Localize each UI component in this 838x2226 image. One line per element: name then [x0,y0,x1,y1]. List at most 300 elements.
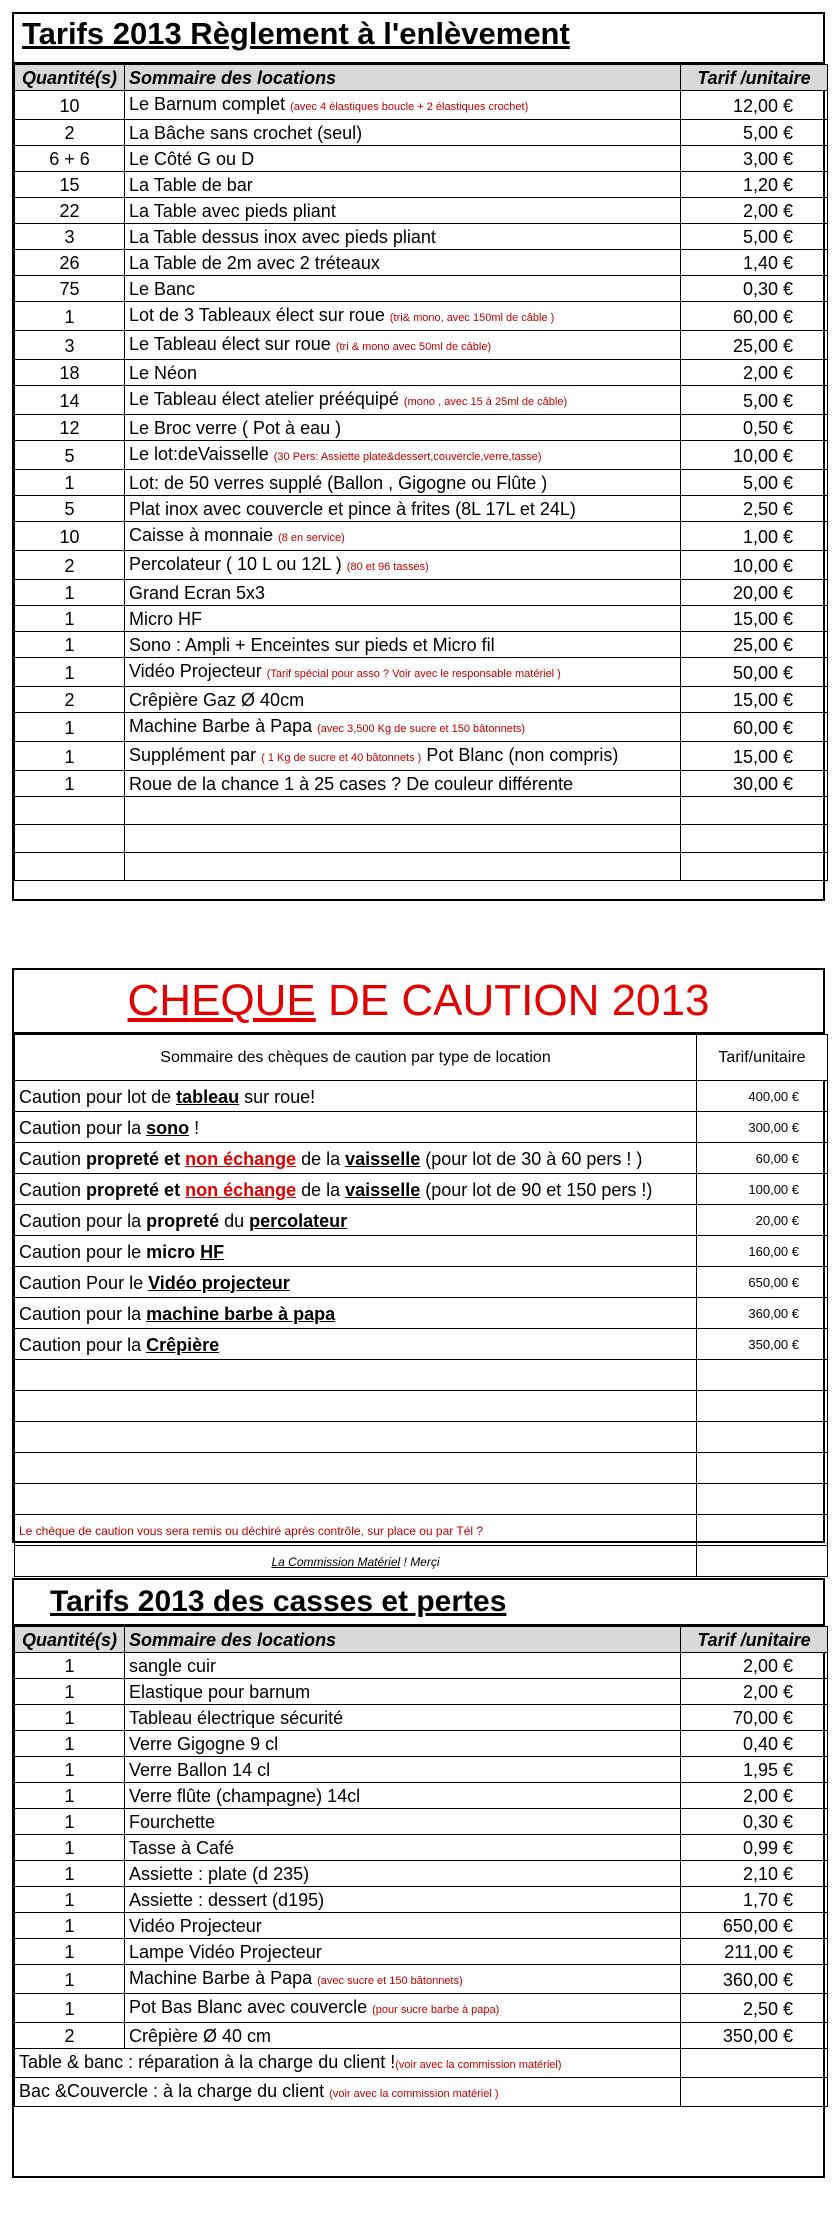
qty-cell: 1 [15,1965,125,1994]
qty-cell: 22 [15,198,125,224]
desc-cell [125,1731,681,1757]
price-cell: 5,00 € [681,224,828,250]
qty-cell: 1 [15,580,125,606]
empty-row [15,1453,828,1484]
casses-desc-header: Sommaire des locations [125,1627,681,1653]
price-header: Tarif /unitaire [681,65,828,91]
table-row [15,496,828,522]
desc-cell [125,713,681,742]
item-note: ( 1 Kg de sucre et 40 bâtonnets ) [261,752,422,764]
table-row [15,1809,828,1835]
price-cell: 2,00 € [681,1653,828,1679]
price-cell: 0,30 € [681,276,828,302]
price-cell: 12,00 € [681,91,828,120]
price-cell: 360,00 € [681,1965,828,1994]
caution-text-part: (pour lot de 90 et 150 pers !) [420,1179,653,1200]
item-label: Plat inox avec couvercle et pince à frites (8L 17L et 24L) [129,499,576,519]
table-row [15,1731,828,1757]
qty-cell: 5 [15,496,125,522]
caution-text-part: ! [189,1117,200,1138]
desc-cell [125,1783,681,1809]
desc-cell [125,522,681,551]
table-row [15,302,828,331]
caution-text-part: micro [146,1241,201,1262]
price-cell: 1,00 € [681,522,828,551]
tarifs-title: Tarifs 2013 Règlement à l'enlèvement [22,16,570,51]
caution-text-part: Caution pour le [19,1241,147,1262]
caution-text-part: machine barbe à papa [146,1303,336,1324]
caution-desc-cell [15,1236,697,1267]
price-cell: 0,50 € [681,415,828,441]
desc-cell [125,632,681,658]
price-cell: 20,00 € [681,580,828,606]
price-cell: 3,00 € [681,146,828,172]
empty-cell [15,797,125,825]
desc-cell [125,470,681,496]
table-row [15,120,828,146]
desc-cell [125,1861,681,1887]
desc-cell [125,1965,681,1994]
caution-price-cell: 300,00 € [697,1112,828,1143]
item-label: Machine Barbe à Papa [129,716,318,736]
caution-price-cell: 100,00 € [697,1174,828,1205]
table-row [15,1835,828,1861]
qty-cell: 1 [15,470,125,496]
item-note: (avec 4 élastiques boucle + 2 élastiques crochet) [290,101,529,113]
item-label: Assiette : dessert (d195) [129,1890,325,1910]
caution-row [15,1143,828,1174]
item-label: Verre Gigogne 9 cl [129,1734,279,1754]
item-note: (avec sucre et 150 bâtonnets) [317,1975,463,1987]
caution-footer-row [15,1515,828,1546]
caution-desc-cell [15,1205,697,1236]
qty-cell: 1 [15,1835,125,1861]
caution-text-part: Vidéo projecteur [148,1272,290,1293]
table-row [15,687,828,713]
desc-cell [125,658,681,687]
caution-text-part: Caution [19,1179,87,1200]
caution-desc-cell [15,1174,697,1205]
caution-table [14,1034,828,1577]
price-cell: 1,95 € [681,1757,828,1783]
qty-cell: 1 [15,771,125,797]
footer-label: Table & banc : réparation à la charge du client ! [19,2052,396,2072]
caution-row [15,1329,828,1360]
caution-text-part: du [219,1210,250,1231]
table-row [15,250,828,276]
tarifs-table [14,64,828,881]
tarifs-section [12,12,825,901]
caution-text-part: Caution pour la [19,1303,147,1324]
caution-desc-cell [15,1112,697,1143]
caution-footer-note: Le chèque de caution vous sera remis ou déchiré après contrôle, sur place ou par Tél ? [15,1515,697,1546]
table-row [15,1913,828,1939]
caution-text-part: Caution Pour le [19,1272,149,1293]
caution-price-cell: 20,00 € [697,1205,828,1236]
qty-cell: 75 [15,276,125,302]
item-label-after: Pot Blanc (non compris) [421,745,619,765]
empty-row [15,1422,828,1453]
empty-row [15,797,828,825]
item-label: La Table dessus inox avec pieds pliant [129,227,436,247]
item-label: Tableau électrique sécurité [129,1708,344,1728]
desc-cell [125,1653,681,1679]
caution-text-part: (pour lot de 30 à 60 pers ! ) [420,1148,643,1169]
qty-cell: 15 [15,172,125,198]
empty-cell [681,853,828,881]
desc-cell [125,742,681,771]
price-cell: 1,40 € [681,250,828,276]
caution-text-part: propreté [146,1210,220,1231]
desc-cell [125,250,681,276]
table-row [15,470,828,496]
empty-cell [15,1484,697,1515]
empty-cell [15,1422,697,1453]
table-row [15,658,828,687]
caution-row [15,1174,828,1205]
table-row [15,1861,828,1887]
qty-cell: 1 [15,302,125,331]
qty-cell: 1 [15,658,125,687]
footer-cell [15,2078,681,2107]
desc-cell [125,302,681,331]
table-row [15,360,828,386]
desc-cell [125,580,681,606]
desc-cell [125,2023,681,2049]
signature-name: La Commission Matériel [271,1554,401,1569]
price-cell: 2,00 € [681,360,828,386]
qty-cell: 2 [15,2023,125,2049]
price-cell: 2,00 € [681,1679,828,1705]
table-row [15,386,828,415]
price-cell: 2,50 € [681,1994,828,2023]
table-row [15,1965,828,1994]
table-row [15,224,828,250]
qty-cell: 18 [15,360,125,386]
item-label: La Table de bar [129,175,253,195]
table-row [15,172,828,198]
item-note: (tri& mono, avec 150ml de câble ) [389,312,555,324]
qty-cell: 1 [15,1783,125,1809]
item-label: Vidéo Projecteur [129,1916,262,1936]
empty-cell [15,825,125,853]
desc-cell [125,120,681,146]
caution-price-header: Tarif/unitaire [697,1035,828,1081]
footer-note: (voir avec la commission matériel ) [329,2088,499,2100]
qty-cell: 2 [15,687,125,713]
caution-desc-cell [15,1081,697,1112]
caution-desc-cell [15,1329,697,1360]
item-label: Vidéo Projecteur [129,661,267,681]
item-note: (mono , avec 15 à 25ml de câble) [403,396,568,408]
caution-text-part: propreté et [86,1179,186,1200]
caution-desc-cell [15,1267,697,1298]
item-label: Machine Barbe à Papa [129,1968,318,1988]
empty-cell [15,1391,697,1422]
desc-cell [125,172,681,198]
empty-cell [15,1360,697,1391]
empty-cell [681,2049,828,2078]
qty-cell: 3 [15,224,125,250]
item-label: Percolateur ( 10 L ou 12L ) [129,554,347,574]
item-label: Le Banc [129,279,196,299]
item-label: Sono : Ampli + Enceintes sur pieds et Micro fil [129,635,495,655]
caution-text-part: non échange [185,1148,297,1169]
empty-cell [697,1484,828,1515]
caution-text-part: Caution pour lot de [19,1086,177,1107]
empty-row [15,825,828,853]
desc-cell [125,496,681,522]
caution-text-part: Crêpière [146,1334,220,1355]
item-note: (Tarif spécial pour asso ? Voir avec le responsable matériel ) [266,668,561,680]
table-row [15,1757,828,1783]
caution-text-part: tableau [176,1086,240,1107]
desc-cell [125,1809,681,1835]
qty-cell: 3 [15,331,125,360]
empty-cell [697,1422,828,1453]
price-cell: 5,00 € [681,386,828,415]
desc-cell [125,91,681,120]
caution-row [15,1298,828,1329]
price-cell: 60,00 € [681,713,828,742]
price-cell: 10,00 € [681,441,828,470]
caution-price-cell: 60,00 € [697,1143,828,1174]
caution-title: CHEQUE DE CAUTION 2013 [14,970,823,1034]
desc-cell [125,551,681,580]
empty-cell [697,1360,828,1391]
item-label: Crêpière Gaz Ø 40cm [129,690,305,710]
qty-cell: 1 [15,1913,125,1939]
caution-price-cell: 400,00 € [697,1081,828,1112]
qty-cell: 14 [15,386,125,415]
qty-cell: 26 [15,250,125,276]
caution-text-part: HF [200,1241,225,1262]
table-row [15,742,828,771]
caution-text-part: Caution [19,1148,87,1169]
desc-cell [125,687,681,713]
desc-cell [125,1679,681,1705]
empty-cell [125,853,681,881]
qty-cell: 1 [15,1809,125,1835]
caution-price-cell: 160,00 € [697,1236,828,1267]
table-row [15,1679,828,1705]
price-cell: 25,00 € [681,632,828,658]
caution-text-part: propreté et [86,1148,186,1169]
price-cell: 2,10 € [681,1861,828,1887]
caution-text-part: vaisselle [345,1148,421,1169]
price-cell: 2,00 € [681,198,828,224]
casses-header-row [15,1627,828,1653]
item-note: (30 Pers: Assiette plate&dessert,couvercle,verre,tasse) [273,451,542,463]
qty-cell: 6 + 6 [15,146,125,172]
qty-cell: 1 [15,1705,125,1731]
item-label: Grand Ecran 5x3 [129,583,266,603]
caution-price-cell: 360,00 € [697,1298,828,1329]
table-row [15,441,828,470]
item-note: (tri & mono avec 50ml de câble) [335,341,492,353]
casses-title: Tarifs 2013 des casses et pertes [14,1580,823,1626]
price-cell: 0,99 € [681,1835,828,1861]
price-cell: 25,00 € [681,331,828,360]
empty-cell [681,825,828,853]
desc-cell [125,1705,681,1731]
item-label: Le Tableau élect sur roue [129,334,336,354]
qty-cell: 1 [15,742,125,771]
item-label: Le Côté G ou D [129,149,255,169]
desc-cell [125,1913,681,1939]
desc-cell [125,1939,681,1965]
footer-row [15,2078,828,2107]
footer-cell [15,2049,681,2078]
price-cell: 15,00 € [681,606,828,632]
table-row [15,1705,828,1731]
item-label: Le Broc verre ( Pot à eau ) [129,418,342,438]
item-label: Tasse à Café [129,1838,235,1858]
item-label: Assiette : plate (d 235) [129,1864,310,1884]
price-cell: 15,00 € [681,742,828,771]
caution-signature-row [15,1546,828,1577]
caution-row [15,1081,828,1112]
table-row [15,2023,828,2049]
caution-text-part: de la [296,1179,346,1200]
desc-header: Sommaire des locations [125,65,681,91]
item-label: Le lot:deVaisselle [129,444,274,464]
item-label: Fourchette [129,1812,216,1832]
price-cell: 50,00 € [681,658,828,687]
price-cell: 15,00 € [681,687,828,713]
item-label: Le Barnum complet [129,94,291,114]
price-cell: 650,00 € [681,1913,828,1939]
caution-row [15,1112,828,1143]
price-cell: 5,00 € [681,470,828,496]
caution-section [12,968,825,1569]
caution-desc-header: Sommaire des chèques de caution par type de location [15,1035,697,1081]
desc-cell [125,1994,681,2023]
caution-price-cell: 650,00 € [697,1267,828,1298]
qty-cell: 10 [15,91,125,120]
item-label: La Bâche sans crochet (seul) [129,123,363,143]
qty-cell: 1 [15,606,125,632]
empty-cell [681,797,828,825]
caution-desc-cell [15,1143,697,1174]
casses-price-header: Tarif /unitaire [681,1627,828,1653]
footer-row [15,2049,828,2078]
empty-cell [697,1391,828,1422]
item-note: (avec 3,500 Kg de sucre et 150 bâtonnets) [317,723,526,735]
empty-cell [697,1546,828,1577]
table-row [15,1783,828,1809]
caution-text-part: Caution pour la [19,1117,147,1138]
price-cell: 211,00 € [681,1939,828,1965]
empty-row [15,1484,828,1515]
item-label: Caisse à monnaie [129,525,279,545]
table-row [15,713,828,742]
table-row [15,91,828,120]
price-cell: 2,50 € [681,496,828,522]
price-cell: 30,00 € [681,771,828,797]
table-row [15,146,828,172]
item-label: Verre Ballon 14 cl [129,1760,271,1780]
price-cell: 10,00 € [681,551,828,580]
table-row [15,632,828,658]
signature-thanks: ! Merçi [400,1554,440,1569]
casses-qty-header: Quantité(s) [15,1627,125,1653]
qty-cell: 1 [15,1679,125,1705]
item-label: Roue de la chance 1 à 25 cases ? De couleur différente [129,774,573,794]
table-row [15,276,828,302]
item-note: (8 en service) [278,532,345,544]
qty-cell: 1 [15,1653,125,1679]
empty-cell [697,1453,828,1484]
price-cell: 350,00 € [681,2023,828,2049]
item-label: Crêpière Ø 40 cm [129,2026,272,2046]
caution-row [15,1267,828,1298]
qty-cell: 5 [15,441,125,470]
tarifs-header-row [15,65,828,91]
empty-row [15,1391,828,1422]
qty-cell: 2 [15,551,125,580]
empty-cell [125,825,681,853]
desc-cell [125,276,681,302]
price-cell: 0,30 € [681,1809,828,1835]
qty-cell: 2 [15,120,125,146]
desc-cell [125,224,681,250]
table-row [15,522,828,551]
item-label: sangle cuir [129,1656,217,1676]
price-cell: 70,00 € [681,1705,828,1731]
table-row [15,331,828,360]
desc-cell [125,386,681,415]
caution-row [15,1236,828,1267]
table-row [15,551,828,580]
caution-desc-cell [15,1298,697,1329]
caution-text-part: percolateur [249,1210,348,1231]
qty-cell: 1 [15,1887,125,1913]
qty-cell: 1 [15,1861,125,1887]
empty-cell [681,2078,828,2107]
empty-row [15,853,828,881]
item-label: Supplément par [129,745,262,765]
item-label: Verre flûte (champagne) 14cl [129,1786,361,1806]
item-label: Pot Bas Blanc avec couvercle [129,1997,373,2017]
table-row [15,1653,828,1679]
item-note: (pour sucre barbe à papa) [372,2004,500,2016]
footer-note: (voir avec la commission matériel) [395,2059,562,2071]
qty-cell: 12 [15,415,125,441]
desc-cell [125,415,681,441]
empty-cell [15,1453,697,1484]
qty-cell: 1 [15,632,125,658]
price-cell: 1,70 € [681,1887,828,1913]
table-row [15,198,828,224]
desc-cell [125,606,681,632]
desc-cell [125,198,681,224]
qty-header: Quantité(s) [15,65,125,91]
qty-cell: 1 [15,713,125,742]
table-row [15,1994,828,2023]
caution-text-part: de la [296,1148,346,1169]
caution-signature [15,1546,697,1577]
desc-cell [125,146,681,172]
caution-text-part: sono [146,1117,190,1138]
table-row [15,1939,828,1965]
casses-section [12,1578,825,2178]
desc-cell [125,331,681,360]
desc-cell [125,771,681,797]
caution-text-part: sur roue! [239,1086,316,1107]
caution-text-part: vaisselle [345,1179,421,1200]
item-label: Le Néon [129,363,198,383]
